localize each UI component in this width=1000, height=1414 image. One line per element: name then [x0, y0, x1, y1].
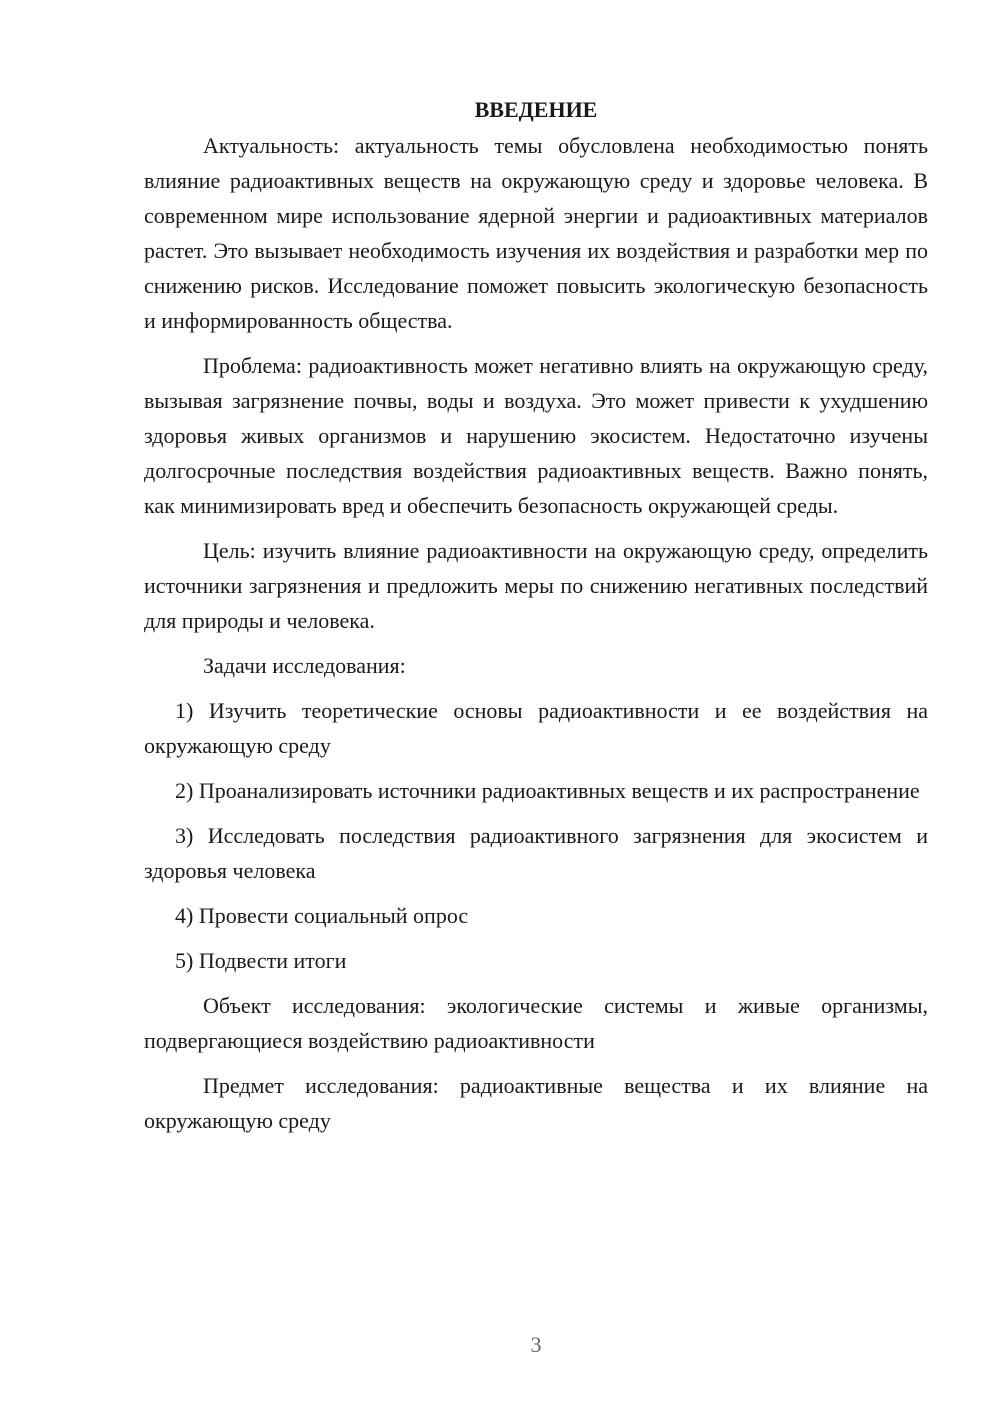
task-item-1: 1) Изучить теоретические основы радиоактивности и ее воздействия на окружающую среду [144, 698, 928, 758]
task-item-3: 3) Исследовать последствия радиоактивного загрязнения для экосистем и здоровья человека [144, 823, 928, 883]
tasks-heading: Задачи исследования: [203, 653, 406, 678]
task-item-4: 4) Провести социальный опрос [175, 903, 469, 928]
subject-paragraph: Предмет исследования: радиоактивные вещества и их влияние на окружающую среду [144, 1073, 928, 1133]
problem-paragraph: Проблема: радиоактивность может негативно влиять на окружающую среду, вызывая загрязнение почвы, воды и воздуха. Это может привести к ухудшению здоровья живых организмов и нарушению экосистем. Недостаточно изучены долгосрочные последствия воздействия радиоактивных веществ. Важно понять, как минимизировать вред и обеспечить безопасность окружающей среды. [144, 353, 928, 518]
goal-paragraph: Цель: изучить влияние радиоактивности на окружающую среду, определить источники загрязнения и предложить меры по снижению негативных последствий для природы и человека. [144, 538, 928, 633]
object-paragraph: Объект исследования: экологические системы и живые организмы, подвергающиеся воздействию радиоактивности [144, 993, 928, 1053]
task-item-2: 2) Проанализировать источники радиоактивных веществ и их распространение [175, 778, 920, 803]
relevance-paragraph: Актуальность: актуальность темы обусловлена необходимостью понять влияние радиоактивных веществ на окружающую среду и здоровье человека. В современном мире использование ядерной энергии и радиоактивных материалов растет. Это вызывает необходимость изучения их воздействия и разработки мер по снижению рисков. Исследование поможет повысить экологическую безопасность и информированность общества. [144, 133, 928, 333]
task-item-5: 5) Подвести итоги [175, 948, 347, 973]
page-content [144, 92, 928, 1148]
page-number: 3 [530, 1332, 542, 1357]
page-title: ВВЕДЕНИЕ [474, 97, 598, 122]
